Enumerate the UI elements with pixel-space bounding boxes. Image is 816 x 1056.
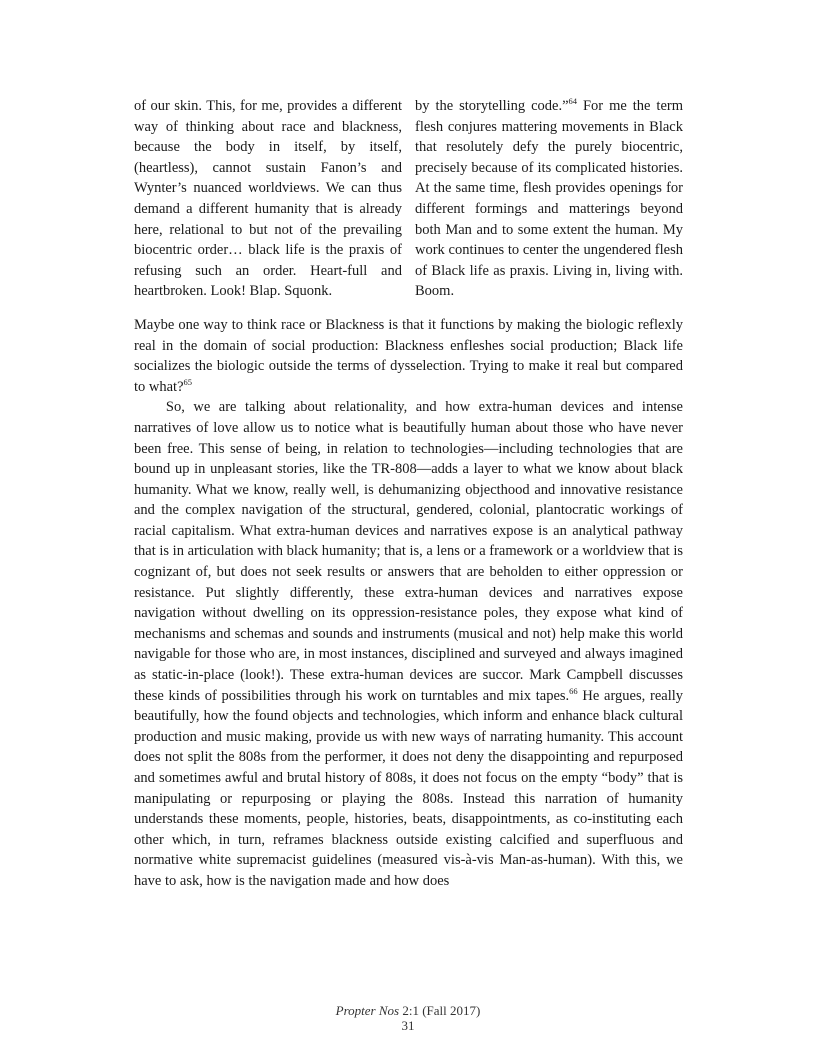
page-number: 31 xyxy=(401,1018,415,1033)
right-column xyxy=(415,96,683,302)
page-content xyxy=(134,96,683,892)
main-body xyxy=(134,315,683,892)
paragraph-1-text: Maybe one way to think race or Blackness is that it functions by making the biologic reflexly real in the domain of social production: Blackness enfleshes social production; Black life socializes the biologic outside the terms of dysselection. Trying to make it real but compared to what? xyxy=(134,316,683,395)
journal-title: Propter Nos xyxy=(335,1003,400,1018)
paragraph-2-text-start: So, we are talking about relationality, and how extra-human devices and intense narratives of love allow us to notice what is beautifully human about those who have never been free. This sense of being, in relation to technologies—including technologies that are bound up in unpleasant stories, like the TR-808—adds a layer to what we know about black humanity. What we know, really well, is dehumanizing objecthood and innovative resistance and the complex navigation of the structural, gendered, colonial, plantocratic workings of racial capitalism. What extra-human devices and narratives expose is an analytical pathway that is in articulation with black humanity; that is, a lens or a framework or a worldview that is cognizant of, but does not seek results or answers that are beholden to either oppression or resistance. Put slightly differently, these extra-human devices and narratives expose navigation without dwelling on its oppression-resistance poles, they expose what kind of mechanisms and schemas and sounds and instruments (musical and not) help make this world navigable for those who are, in most instances, disciplined and surveyed and always imagined as static-in-place (look!). These extra-human devices are succor. Mark Campbell discusses these kinds of possibilities through his work on turntables and mix tapes. xyxy=(134,399,683,704)
journal-issue: 2:1 (Fall 2017) xyxy=(399,1003,481,1018)
right-column-text-start: by the storytelling code.” xyxy=(415,98,569,114)
left-column-text: of our skin. This, for me, provides a different way of thinking about race and blackness, because the body in itself, by itself, (heartless), cannot sustain Fanon’s and Wynter’s nuanced worldviews. We can thus demand a different humanity that is already here, relational to but not of the prevailing biocentric order… black life is the praxis of refusing such an order. Heart-full and heartbroken. Look! Blap. Squonk. xyxy=(134,98,402,300)
paragraph-2 xyxy=(134,397,683,891)
right-column-paragraph xyxy=(415,96,683,302)
paragraph-1 xyxy=(134,315,683,397)
two-column-block xyxy=(134,96,683,302)
paragraph-2-text-end: He argues, really beautifully, how the found objects and technologies, which inform and enhance black cultural production and music making, provide us with new ways of narrating humanity. This account does not split the 808s from the performer, it does not deny the disappointing and repurposed and sometimes awful and brutal history of 808s, it does not focus on the empty “body” that is manipulating or repurposing or playing the 808s. Instead this narration of humanity understands these moments, people, histories, beats, disappointments, as co-instituting each other which, in turn, reframes blackness outside existing calcified and superfluous and normative white supremacist guidelines (measured vis-à-vis Man-as-human). With this, we have to ask, how is the navigation made and how does xyxy=(134,687,684,889)
footnote-ref-66[interactable]: 66 xyxy=(569,685,578,696)
journal-citation xyxy=(0,1003,816,1018)
right-column-text-end: For me the term flesh conjures mattering movements in Black that resolutely defy the purely biocentric, precisely because of its complicated histories. At the same time, flesh provides openings for different formings and matterings beyond both Man and to some extent the human. My work continues to center the ungendered flesh of Black life as praxis. Living in, living with. Boom. xyxy=(415,98,683,300)
footnote-ref-64[interactable]: 64 xyxy=(568,96,578,106)
page-footer xyxy=(0,1003,816,1033)
footnote-ref-65[interactable]: 65 xyxy=(183,376,193,387)
left-column xyxy=(134,96,402,302)
